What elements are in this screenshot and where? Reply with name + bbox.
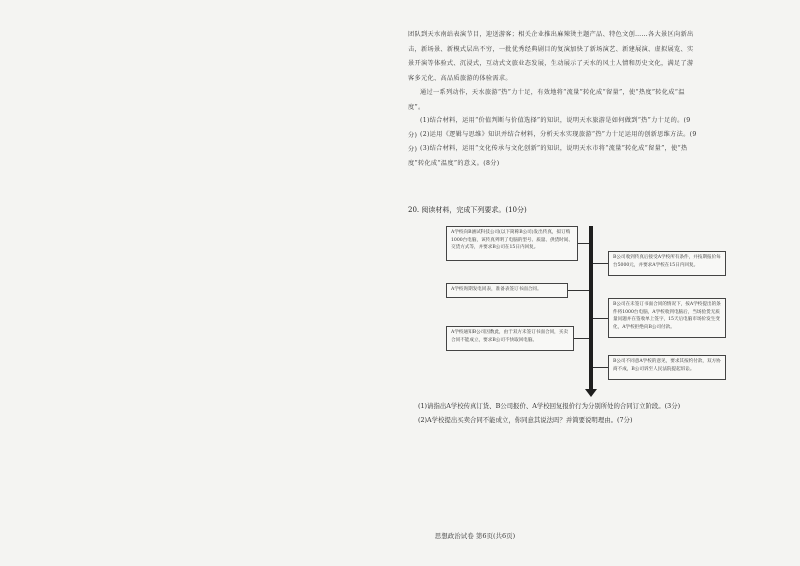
material-summary-paragraph: 通过一系列动作，天水旅游“热”力十足，有效地将“流量”转化成“留量”，使“热度”转化成“温度”。 [408, 89, 685, 111]
question-19-part-1: (1)结合材料，运用“价值判断与价值选择”的知识，说明天水旅游是如何做到“热”力十足的。(9分) [408, 117, 691, 139]
connector-right-1 [593, 263, 608, 264]
right-box-lawsuit: B公司不同意A学校的意见，要求其按约付款，双方协商不成，B公司诉至人民法院提起诉讼。 [608, 355, 726, 380]
right-box-delivery-refusal: B公司在未签订书面合同的情况下，按A学校提出的条件将1000台电脑，A学校收到电脑后，当场验货无质量问题并在签收单上签字，15天后电脑市场价发生变化，A学校拒绝向B公司付款。 [608, 298, 726, 338]
left-box-fax-order: A学校向B涵试科技公司(以下简称B公司)发出传真，拟订购1000台电脑，该传真列明了电脑的型号、质量、供货时间、交货方式等，并要求B公司在15日内回复。 [446, 226, 578, 261]
connector-right-2 [593, 318, 608, 319]
left-box-sign-contract: A学校询期发电同表，准备表签订书面合同。 [446, 283, 568, 298]
page-footer: 思想政治试卷 第6页(共6页) [434, 532, 516, 540]
question-19-part-3: (3)结合材料，运用“文化传承与文化创新”的知识，说明天水市将“流量”转化成“留量”，使“热度”转化成“温度”的意义。(8分) [408, 145, 688, 167]
question-19-part-2: (2)运用《逻辑与思维》知识并结合材料，分析天水实现旅游“热”力十足运用的创新思维方法。(9分) [408, 131, 697, 153]
question-20-part-1: (1)请指出A学校传真订货、B公司报价、A学校回复报价行为分别所处的合同订立阶段。(3分) [418, 402, 681, 410]
question-20-part-2: (2)A学校提出买卖合同不能成立，你同意其说法吗？并简要说明理由。(7分) [418, 416, 633, 424]
right-box-quote-reply: B公司收到传真后接受A学校所有条件，并按期报价每台5000元，并要求A学校在15日内回复。 [608, 251, 726, 276]
left-box-contract-invalid-claim: A学校通知B公司因数此，由于双方未签订书面合同，买卖合同不能成立，要求B公司不快取回电脑。 [446, 326, 574, 351]
timeline-arrow-head [585, 389, 597, 397]
connector-right-3 [593, 367, 608, 368]
connector-left-1 [578, 243, 589, 244]
connector-left-3 [574, 338, 589, 339]
material-continuation-paragraph: 团队到天水南站表演节目，迎送游客；相关企业推出麻辣烫主题产品、特色文创……各大景区向新出击，新场景、新模式层出不穷，一批优秀经典剧目的复演加快了新场演艺、新建展演、虚拟展览、实景开演等体验式、沉浸式，互动式文旅业态发展，生动展示了天水的风土人情和历史文化，满足了游客多元化、高品质旅游的体验需求。 [408, 31, 694, 82]
question-20-title: 20. 阅读材料，完成下列要求。(10分) [408, 206, 527, 214]
connector-left-2 [568, 290, 589, 291]
